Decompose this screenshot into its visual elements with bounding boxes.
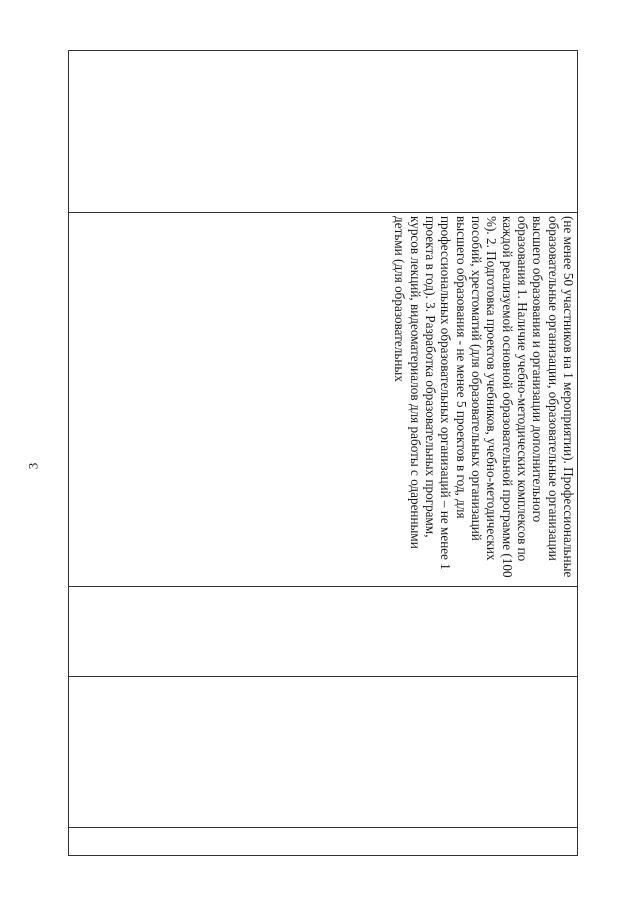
cell-line: (для образовательных bbox=[392, 259, 408, 382]
cell-line-centered: Профессиональные bbox=[561, 467, 576, 578]
cell-line: 3. Разработка образовательных bbox=[422, 302, 438, 477]
cell-line: 5 проектов в год, bbox=[453, 400, 469, 496]
cell-line: пособий, хрестоматий bbox=[468, 216, 484, 341]
cell-line: комплексов по каждой bbox=[499, 216, 530, 562]
cell-line: 2. Подготовка проектов bbox=[484, 237, 500, 370]
cell-line: на 1 мероприятии). bbox=[561, 356, 576, 464]
page-number: 3 bbox=[25, 462, 41, 470]
cell-line: (100 %). bbox=[484, 216, 515, 578]
cell-line: 1. Наличие учебно-методических bbox=[514, 288, 530, 477]
cell-line: программ, курсов лекций, bbox=[407, 216, 438, 538]
row-divider-1 bbox=[69, 212, 577, 213]
cell-line: (для образовательных bbox=[468, 343, 484, 467]
cell-line: учебников, учебно-методических bbox=[484, 373, 500, 561]
cell-line-centered: образования bbox=[514, 216, 530, 286]
cell-line-centered: образовательные организации, bbox=[545, 216, 561, 389]
row-divider-4 bbox=[69, 827, 577, 828]
cell-line: для профессиональных bbox=[438, 216, 469, 519]
cell-line: образования - не менее bbox=[453, 267, 469, 398]
cell-line: образовательных организаций – bbox=[438, 327, 454, 508]
cell-line: одаренными детьми bbox=[392, 216, 423, 549]
cell-line: образовательной программе bbox=[499, 392, 515, 551]
cell-line: (не менее 50 участников bbox=[561, 216, 576, 353]
cell-line: видеоматериалов для работы с bbox=[407, 304, 423, 476]
cell-line-centered: образовательные организации bbox=[545, 391, 561, 561]
cell-line-centered: высшего образования и bbox=[530, 216, 546, 348]
cell-line-centered: организации дополнительного bbox=[530, 351, 546, 523]
cell-line: организаций высшего bbox=[453, 216, 484, 541]
cell-line: реализуемой основной bbox=[499, 260, 515, 389]
row-divider-2 bbox=[69, 586, 577, 587]
row-divider-3 bbox=[69, 676, 577, 677]
cell-line: не менее 1 проекта в год). bbox=[422, 216, 454, 570]
